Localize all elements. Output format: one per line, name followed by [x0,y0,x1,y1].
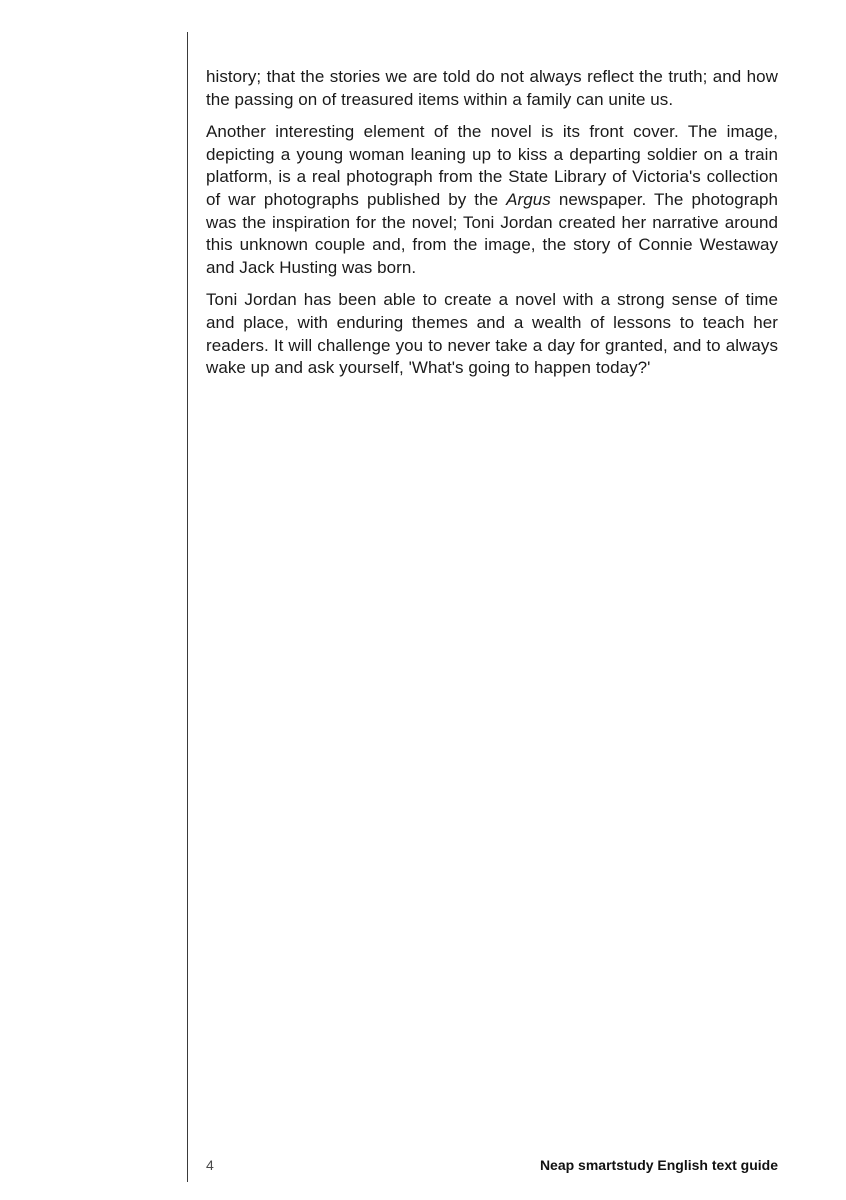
paragraph-2-text-a: Another interesting element of the novel is its front cover. The image, depicting a young woman leaning up to kiss a departing soldier on a train platform, is a real photograph from the State Library of Victoria's collection of war photographs published by the [206,122,778,209]
margin-rule [187,32,188,1182]
paragraph-1: history; that the stories we are told do not always reflect the truth; and how the passing on of treasured items within a family can unite us. [206,67,778,109]
paragraph-2-text-b: newspaper. The photograph was the inspiration for the novel; Toni Jordan created her narrative around this unknown couple and, from the image, the story of Connie Westaway and Jack Husting was born. [206,189,778,277]
newspaper-title: Argus [506,189,551,209]
page-number: 4 [206,1157,214,1173]
body-text [206,66,778,390]
page-footer [206,1157,778,1177]
paragraph-2 [206,121,778,279]
guide-title: Neap smartstudy English text guide [539,1157,778,1173]
paragraph-3: Toni Jordan has been able to create a novel with a strong sense of time and place, with enduring themes and a wealth of lessons to teach her readers. It will challenge you to never take a day for granted, and to always wake up and ask yourself, 'What's going to happen today?' [206,290,778,378]
